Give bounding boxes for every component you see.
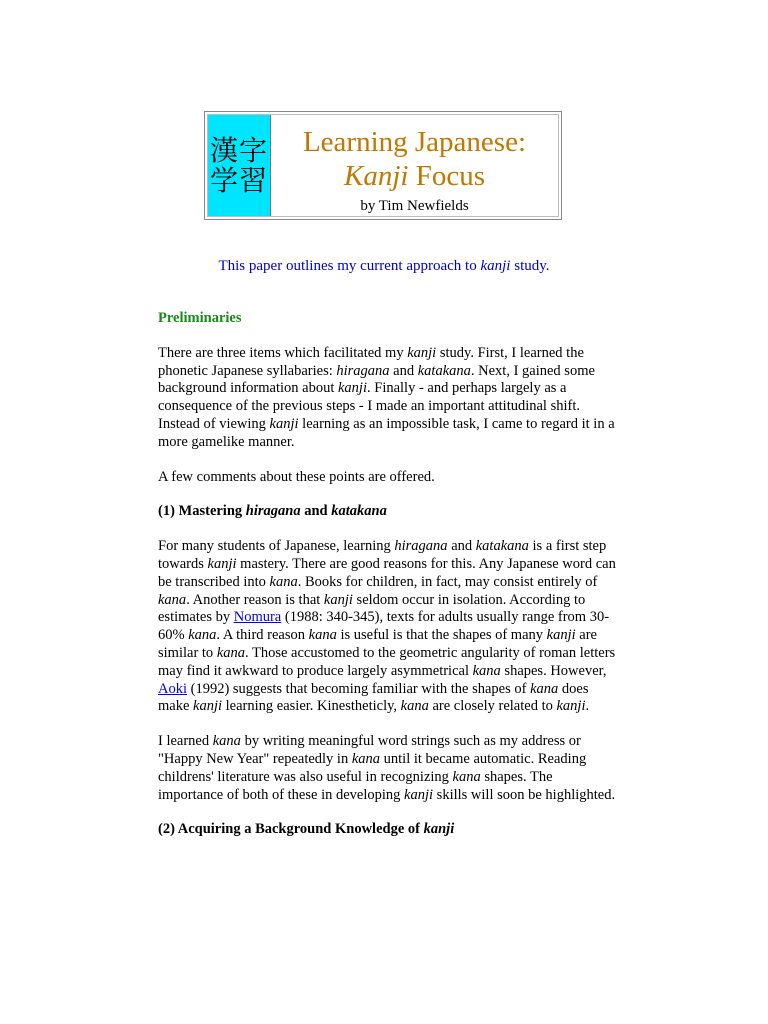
italic-term: kana (212, 733, 241, 750)
heading-text: (1) Mastering (158, 503, 246, 520)
italic-term: kana (400, 698, 429, 715)
text-run: (1992) suggests that becoming familiar with the shapes of (187, 680, 531, 697)
italic-term: kanji (193, 698, 223, 715)
author-byline: by Tim Newfields (360, 198, 469, 214)
text-run: . A third reason (216, 627, 309, 644)
text-run: . Those accustomed to the geometric angularity of roman letters may find it awkward to produce largely asymmetrical (158, 644, 616, 679)
text-run: study. First, I learned the phonetic Japanese syllabaries: (158, 344, 584, 379)
kanji-logo-row-2: 学習 (209, 163, 268, 197)
paragraph-section-1-a (158, 538, 618, 716)
text-run: . Another reason is that (186, 591, 324, 608)
text-run: shapes. However, (500, 662, 607, 679)
title-block (271, 115, 558, 216)
paragraph-prelim-2: A few comments about these points are offered. (158, 468, 435, 485)
text-run: skills will soon be highlighted. (433, 786, 616, 803)
text-run: and (389, 362, 418, 379)
text-run: and (447, 538, 476, 555)
italic-term: kanji (404, 786, 434, 803)
italic-term: kanji (407, 344, 437, 361)
text-run: are closely related to (428, 698, 557, 715)
italic-term: hiragana (394, 538, 448, 555)
heading-section-2 (158, 821, 618, 839)
italic-term: kana (351, 750, 381, 767)
aoki-citation-link[interactable]: Aoki (158, 680, 187, 697)
text-run: seldom occur in isolation. According to estimates by (158, 591, 586, 626)
italic-term: kanji (269, 415, 299, 432)
italic-term: kana (188, 627, 217, 644)
intro-text-1: This paper outlines my current approach to (218, 258, 481, 274)
text-run: I learned (158, 733, 213, 750)
paragraph-section-1-b (158, 733, 618, 804)
italic-term: kanji (556, 698, 586, 715)
text-run: learning as an impossible task, I came to regard it in a more gamelike manner. (158, 415, 615, 450)
text-run: mastery. There are good reasons for this. Any Japanese word can be transcribed into (158, 555, 616, 590)
kanji-logo-row-1: 漢字 (209, 133, 268, 167)
italic-term: katakana (475, 538, 529, 555)
heading-preliminaries: Preliminaries (158, 310, 242, 326)
title-banner-inner (207, 114, 559, 217)
text-run: . (585, 698, 590, 715)
text-run: There are three items which facilitated my (158, 344, 408, 361)
text-run: are similar to (158, 627, 597, 661)
text-run: . Books for children, in fact, may consist entirely of (297, 573, 598, 590)
article-body (158, 310, 618, 856)
nomura-citation-link[interactable]: Nomura (233, 609, 282, 626)
text-run: is a first step towards (158, 538, 607, 572)
italic-term: kana (472, 662, 501, 679)
text-run: For many students of Japanese, learning (158, 538, 395, 555)
page-title-line-2 (344, 159, 485, 193)
text-run: until it became automatic. Reading childrens' literature was also useful in recognizing (158, 750, 587, 785)
italic-term: kanji (207, 555, 237, 572)
text-run: . Finally - and perhaps largely as a consequence of the previous steps - I made an important attitudinal shift. Instead of viewing (158, 380, 580, 432)
heading-section-1 (158, 503, 618, 521)
heading-text: and (300, 503, 332, 520)
italic-term: kana (269, 573, 298, 590)
italic-term: kanji (546, 627, 576, 644)
text-run: is useful is that the shapes of many (336, 627, 547, 644)
text-run: shapes. The importance of both of these in developing (158, 768, 553, 803)
italic-term: hiragana (336, 362, 390, 379)
intro-sentence (0, 257, 768, 275)
italic-term: kanji (338, 380, 367, 397)
intro-text-italic: kanji (480, 258, 511, 274)
paragraph-prelim-1 (158, 345, 618, 452)
title-banner (204, 111, 562, 220)
italic-term: katakana (417, 362, 471, 379)
title-kanji-word: Kanji (343, 160, 409, 192)
text-run: . Next, I gained some background information about (158, 362, 595, 397)
heading-text: (2) Acquiring a Background Knowledge of (158, 821, 424, 838)
italic-term: kana (308, 627, 337, 644)
italic-term: kana (216, 644, 245, 661)
italic-term: kana (452, 768, 481, 785)
text-run: learning easier. Kinestheticly, (222, 698, 401, 715)
page-title-line-1: Learning Japanese: (302, 126, 527, 158)
text-run: (1988: 340-345), texts for adults usually range from 30-60% (158, 609, 610, 644)
italic-term: kana (158, 591, 187, 608)
italic-term: kanji (323, 591, 353, 608)
title-focus-word: Focus (408, 160, 485, 192)
heading-italic-term: kanji (423, 821, 455, 838)
kanji-logo (208, 115, 271, 216)
text-run: does make (158, 680, 589, 715)
text-run: by writing meaningful word strings such as my address or "Happy New Year" repeatedly in (158, 733, 581, 767)
heading-italic-term: katakana (331, 503, 387, 520)
heading-italic-term: hiragana (245, 503, 301, 520)
italic-term: kana (530, 680, 559, 697)
intro-text-2: study. (510, 258, 550, 274)
